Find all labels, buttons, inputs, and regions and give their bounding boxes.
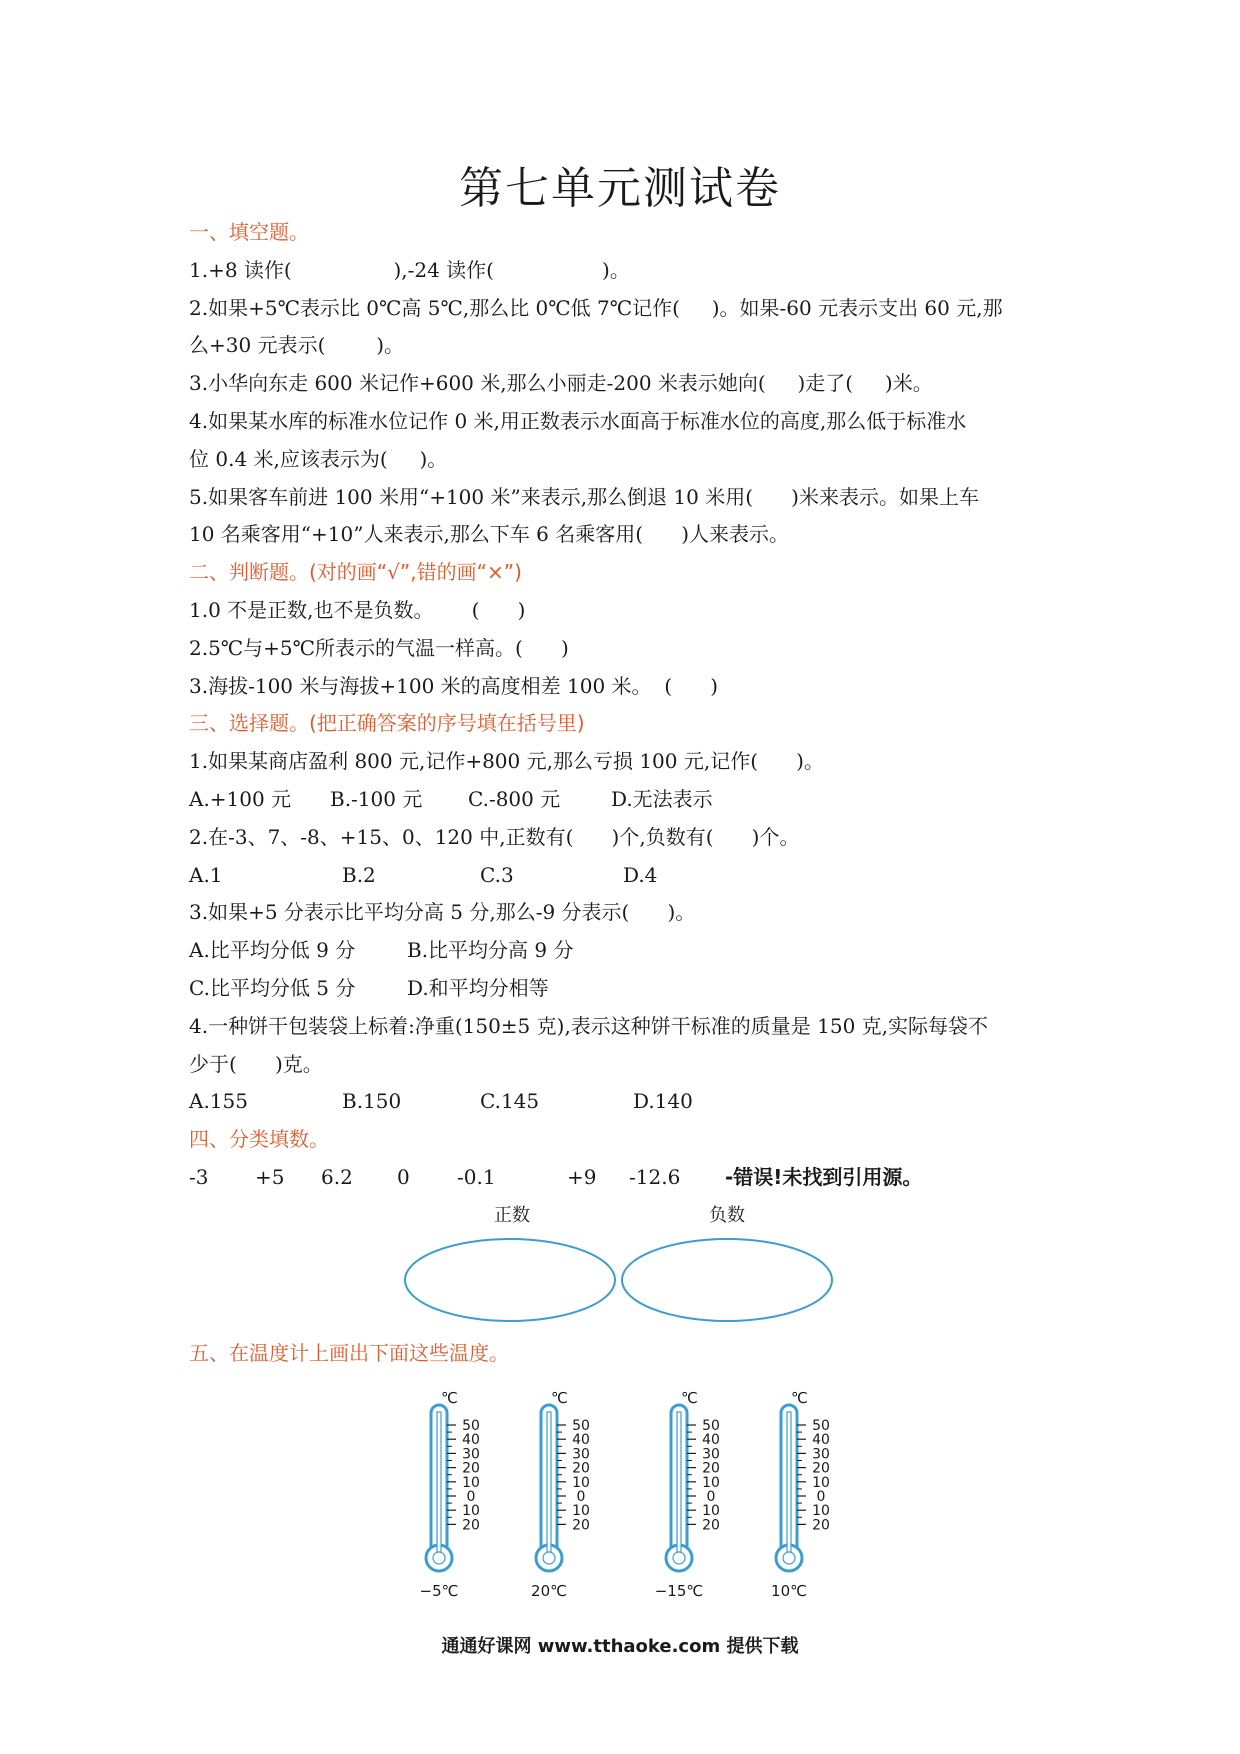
judge-question-2: 2.5℃与+5℃所表示的气温一样高。( ): [189, 635, 569, 660]
thermometer-bulb-inner: [783, 1552, 795, 1564]
thermometer-unit: ℃: [441, 1389, 458, 1407]
section-fill-blank-heading: 一、填空题。: [189, 220, 309, 244]
classify-number-list: [189, 1159, 1069, 1197]
choice-question-4-line-1: 4.一种饼干包装袋上标着:净重(150±5 克),表示这种饼干标准的质量是 150 克,实际每袋不: [189, 1013, 989, 1038]
thermometer-tick-label: 20: [572, 1460, 590, 1477]
thermometer[interactable]: [420, 1389, 480, 1600]
thermometer-tick-label: 20: [462, 1517, 480, 1534]
thermometer-unit: ℃: [791, 1389, 808, 1407]
section-choice-heading: 三、选择题。(把正确答案的序号填在括号里): [189, 711, 585, 736]
thermometer-tick-label: 20: [462, 1460, 480, 1477]
fill-question-2-line-2: 么+30 元表示( )。: [189, 333, 405, 358]
fill-question-2-line-1: 2.如果+5℃表示比 0℃高 5℃,那么比 0℃低 7℃记作( )。如果-60 元表示支出 60 元,那: [189, 295, 1003, 320]
number-item: +9: [567, 1164, 597, 1189]
thermometer-tick-label: 40: [702, 1432, 720, 1449]
thermometer-tick-label: 30: [572, 1446, 590, 1463]
thermometer-capillary: [787, 1412, 791, 1552]
number-item: 0: [397, 1164, 410, 1189]
number-item: +5: [255, 1164, 285, 1189]
thermometer-capillary: [677, 1412, 681, 1552]
footer-text: 通通好课网 www.tthaoke.com 提供下载: [441, 1636, 799, 1657]
option-c: C.3: [480, 862, 514, 887]
thermometer[interactable]: [655, 1389, 720, 1600]
fill-question-4-line-1: 4.如果某水库的标准水位记作 0 米,用正数表示水面高于标准水位的高度,那么低于标准水: [189, 408, 967, 433]
thermometer-tick-label: 40: [572, 1432, 590, 1449]
thermometer-tick-label: 20: [812, 1460, 830, 1477]
thermometer-tick-label: 10: [812, 1474, 830, 1491]
number-item: 6.2: [321, 1164, 353, 1189]
thermometer-unit: ℃: [551, 1389, 568, 1407]
thermometer-tick-label: 20: [702, 1460, 720, 1477]
thermometer-tick-label: 50: [812, 1418, 830, 1434]
exam-content: [189, 214, 1069, 1197]
option-b: B.150: [342, 1089, 402, 1114]
thermometer-tick-label: 10: [702, 1503, 720, 1520]
thermometer[interactable]: [771, 1389, 830, 1600]
thermometer-tick-label: 10: [572, 1474, 590, 1491]
classify-ellipses: [400, 1230, 840, 1330]
option-b: B.比平均分高 9 分: [407, 938, 574, 963]
reference-error-text: -错误!未找到引用源。: [725, 1164, 923, 1189]
choice-question-2: 2.在-3、7、-8、+15、0、120 中,正数有( )个,负数有( )个。: [189, 824, 800, 849]
option-d: D.和平均分相等: [407, 975, 549, 1000]
section-thermometer-heading: 五、在温度计上画出下面这些温度。: [189, 1341, 509, 1365]
option-c: C.-800 元: [468, 786, 561, 811]
option-d: D.无法表示: [611, 786, 713, 811]
choice-question-2-options: [189, 857, 1069, 895]
thermometer-tick-label: 0: [816, 1489, 826, 1505]
positive-ellipse[interactable]: [405, 1239, 615, 1321]
thermometer-tick-label: 0: [466, 1489, 476, 1505]
positive-label: 正数: [494, 1205, 530, 1226]
thermometer-tick-label: 40: [462, 1432, 480, 1449]
fill-question-5-line-1: 5.如果客车前进 100 米用“+100 米”来表示,那么倒退 10 米用( )米来表示。如果上车: [189, 484, 979, 509]
thermometer-tick-label: 0: [706, 1489, 716, 1505]
thermometer-tick-label: 40: [812, 1432, 830, 1449]
option-c: C.145: [480, 1089, 540, 1114]
number-item: -3: [189, 1164, 209, 1189]
choice-question-3-options-row-2: [189, 970, 1069, 1008]
fill-question-3: 3.小华向东走 600 米记作+600 米,那么小丽走-200 米表示她向( )走了( )米。: [189, 371, 933, 396]
thermometer-target-label: −5℃: [419, 1582, 459, 1600]
section-judge-heading: 二、判断题。(对的画“√”,错的画“×”): [189, 560, 522, 585]
thermometer-tick-label: 20: [812, 1517, 830, 1534]
fill-question-5-line-2: 10 名乘客用“+10”人来表示,那么下车 6 名乘客用( )人来表示。: [189, 522, 790, 547]
thermometer-tick-label: 10: [812, 1503, 830, 1520]
fill-question-1: 1.+8 读作( ),-24 读作( )。: [189, 257, 630, 282]
thermometer-tick-label: 20: [572, 1517, 590, 1534]
thermometer-tick-label: 30: [812, 1446, 830, 1463]
choice-question-1-options: [189, 781, 1069, 819]
thermometer-tick-label: 30: [462, 1446, 480, 1463]
thermometer-bulb-inner: [433, 1552, 445, 1564]
choice-question-3: 3.如果+5 分表示比平均分高 5 分,那么-9 分表示( )。: [189, 900, 696, 925]
section-classify-heading: 四、分类填数。: [189, 1127, 329, 1152]
thermometer-target-label: −15℃: [654, 1582, 704, 1600]
thermometer-target-label: 20℃: [531, 1582, 567, 1600]
option-b: B.-100 元: [330, 786, 423, 811]
option-d: D.4: [623, 862, 658, 887]
thermometer-tick-label: 0: [576, 1489, 586, 1505]
number-item: -12.6: [629, 1164, 681, 1189]
thermometer-unit: ℃: [681, 1389, 698, 1407]
option-a: A.1: [189, 862, 223, 887]
thermometer-tick-label: 10: [462, 1474, 480, 1491]
choice-question-4-line-2: 少于( )克。: [189, 1051, 323, 1076]
page-title: 第七单元测试卷: [459, 163, 781, 214]
thermometer-group: [400, 1389, 860, 1600]
option-a: A.比平均分低 9 分: [189, 938, 356, 963]
number-item: -0.1: [457, 1164, 496, 1189]
thermometer-tick-label: 50: [462, 1418, 480, 1434]
thermometer[interactable]: [531, 1389, 590, 1600]
thermometer-capillary: [437, 1412, 441, 1552]
negative-ellipse[interactable]: [622, 1239, 832, 1321]
thermometer-tick-label: 10: [462, 1503, 480, 1520]
thermometer-tick-label: 10: [702, 1474, 720, 1491]
judge-question-3: 3.海拔-100 米与海拔+100 米的高度相差 100 米。 ( ): [189, 673, 719, 698]
option-a: A.155: [189, 1089, 248, 1114]
thermometer-target-label: 10℃: [771, 1582, 807, 1600]
choice-question-3-options-row-1: [189, 932, 1069, 970]
choice-question-1: 1.如果某商店盈利 800 元,记作+800 元,那么亏损 100 元,记作( )。: [189, 749, 824, 774]
negative-label: 负数: [709, 1205, 745, 1226]
choice-question-4-options: [189, 1083, 1069, 1121]
fill-question-4-line-2: 位 0.4 米,应该表示为( )。: [189, 446, 448, 471]
option-b: B.2: [342, 862, 376, 887]
thermometer-tick-label: 50: [702, 1418, 720, 1434]
thermometer-tick-label: 20: [702, 1517, 720, 1534]
thermometer-tick-label: 50: [572, 1418, 590, 1434]
thermometer-bulb-inner: [543, 1552, 555, 1564]
option-a: A.+100 元: [189, 786, 292, 811]
judge-question-1: 1.0 不是正数,也不是负数。 ( ): [189, 597, 526, 622]
option-c: C.比平均分低 5 分: [189, 975, 356, 1000]
thermometer-tick-label: 10: [572, 1503, 590, 1520]
thermometer-capillary: [547, 1412, 551, 1552]
option-d: D.140: [633, 1089, 693, 1114]
thermometer-bulb-inner: [673, 1552, 685, 1564]
thermometer-tick-label: 30: [702, 1446, 720, 1463]
